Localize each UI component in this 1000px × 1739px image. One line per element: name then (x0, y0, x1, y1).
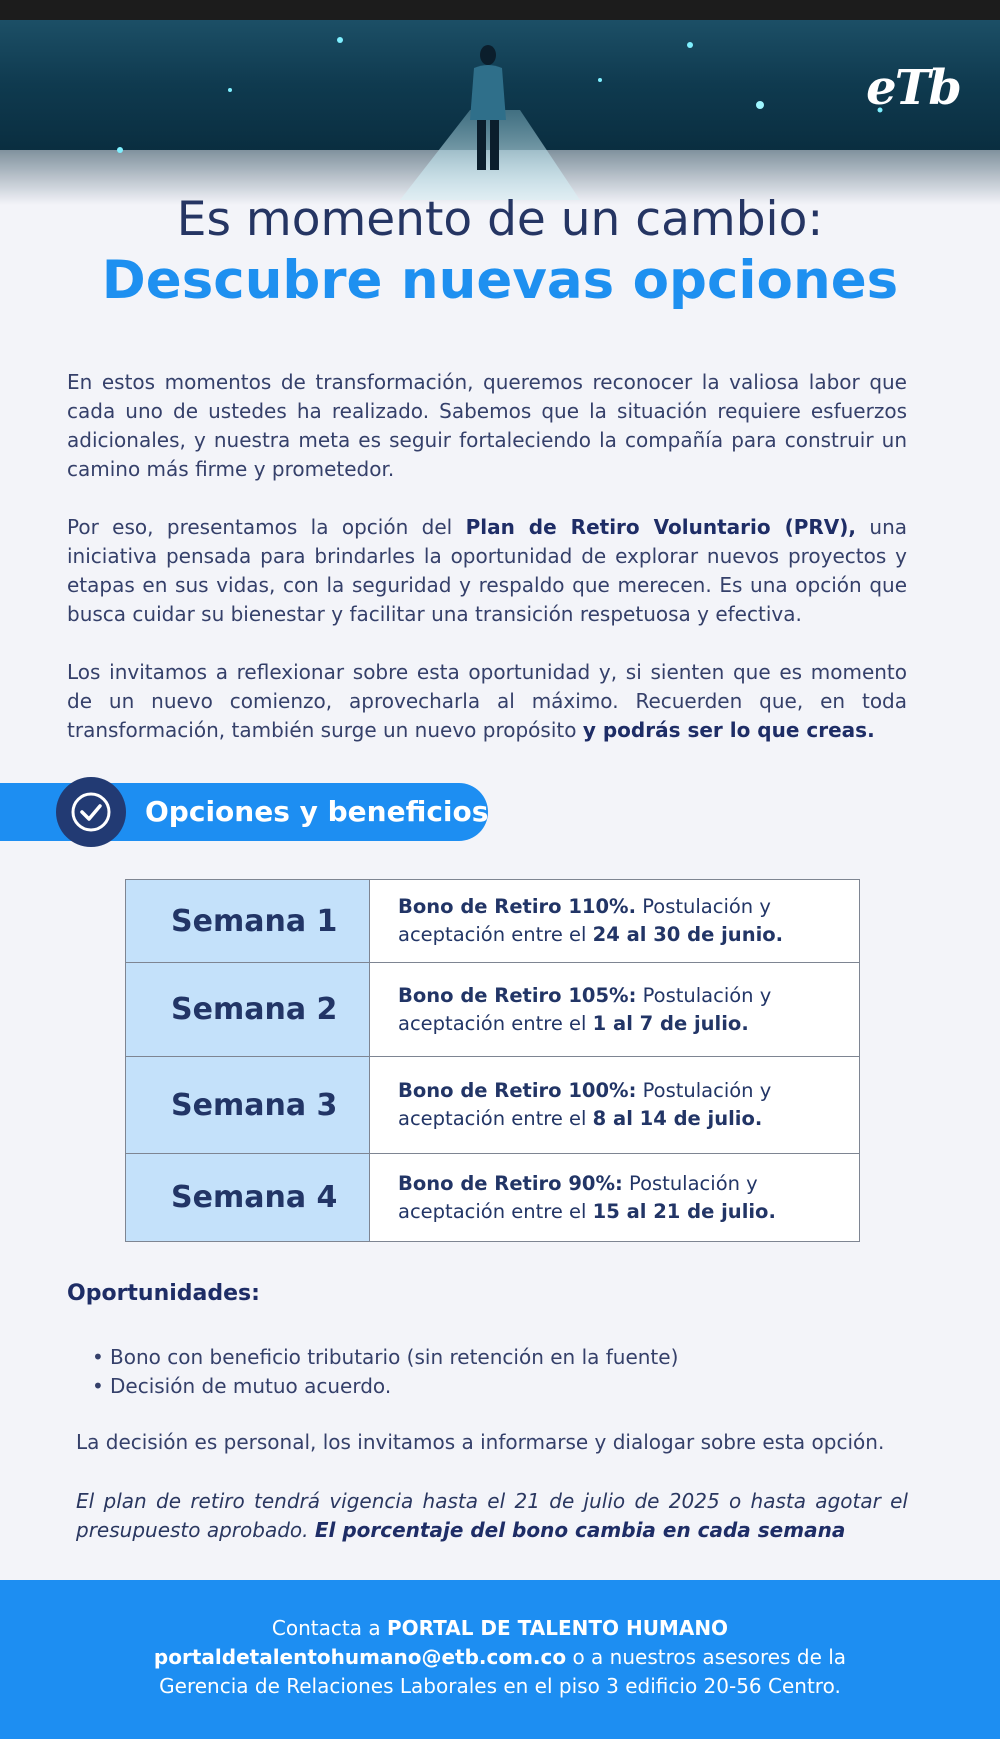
intro-p3-text: Los invitamos a reflexionar sobre esta oportunidad y, si sienten que es momento de un nuevo comienzo, aprovecharla al máximo. Recuerden que, en toda transformación, también surge un nuevo propósito (67, 660, 907, 742)
bono-label: Bono de Retiro 110%. (398, 895, 636, 918)
bono-text: Postulación y aceptación entre el (398, 895, 771, 946)
intro-paragraph-2 (67, 513, 907, 629)
footer-line2-text: o a nuestros asesores de la (566, 1645, 847, 1669)
headline-line2: Descubre nuevas opciones (101, 250, 899, 311)
headline-line1: Es momento de un cambio: (176, 192, 824, 247)
week-description (370, 963, 860, 1057)
intro-p2-text-b: una iniciativa pensada para brindarles la oportunidad de explorar nuevos proyectos y etapas en sus vidas, con la seguridad y respaldo que merecen. Es una opción que busca cuidar su bienestar y facilitar una transición respetuosa y efectiva. (67, 515, 907, 626)
intro-p2-text-a: Por eso, presentamos la opción del (67, 515, 466, 539)
slogan-highlight: y podrás ser lo que creas. (582, 718, 875, 742)
week-label: Semana 2 (126, 963, 370, 1057)
bono-label: Bono de Retiro 90%: (398, 1171, 623, 1195)
validity-highlight: El porcentaje del bono cambia en cada semana (314, 1518, 846, 1542)
check-circle-icon (56, 777, 126, 847)
bono-text: Postulación y aceptación entre el (398, 1171, 758, 1223)
week-description (370, 1154, 860, 1242)
list-item: • Decisión de mutuo acuerdo. (110, 1372, 678, 1401)
opportunities-list (110, 1343, 678, 1401)
bono-dates: 24 al 30 de junio. (592, 923, 784, 946)
bono-dates: 8 al 14 de julio. (592, 1107, 763, 1130)
week-description (370, 880, 860, 963)
footer-line-1 (0, 1614, 1000, 1643)
hero-illustration (0, 20, 1000, 205)
intro-paragraph-3 (67, 658, 907, 745)
hero-banner (0, 20, 1000, 205)
week-label: Semana 1 (126, 880, 370, 963)
prv-highlight: Plan de Retiro Voluntario (PRV), (465, 515, 857, 539)
table-row (126, 1154, 860, 1242)
portal-name: PORTAL DE TALENTO HUMANO (386, 1616, 729, 1640)
validity-text: El plan de retiro tendrá vigencia hasta el 21 de julio de 2025 o hasta agotar el presupuesto aprobado. (76, 1489, 908, 1542)
table-row (126, 963, 860, 1057)
bonus-schedule-table (125, 879, 860, 1242)
bono-dates: 15 al 21 de julio. (592, 1199, 776, 1223)
bono-text: Postulación y aceptación entre el (398, 983, 772, 1035)
section-title: Opciones y beneficios (145, 795, 489, 828)
footer-line-2 (0, 1643, 1000, 1672)
validity-note (76, 1487, 908, 1545)
top-bar (0, 0, 1000, 20)
table-row (126, 1057, 860, 1154)
footer-prefix: Contacta a (271, 1616, 387, 1640)
bono-text: Postulación y aceptación entre el (398, 1079, 772, 1130)
footer-line-3: Gerencia de Relaciones Laborales en el piso 3 edificio 20-56 Centro. (159, 1674, 841, 1698)
week-description (370, 1057, 860, 1154)
week-label: Semana 3 (126, 1057, 370, 1154)
etb-logo: eTb (866, 60, 960, 116)
list-item: • Bono con beneficio tributario (sin retención en la fuente) (110, 1343, 678, 1372)
bono-label: Bono de Retiro 105%: (398, 983, 637, 1007)
decision-note: La decisión es personal, los invitamos a informarse y dialogar sobre esta opción. (76, 1430, 885, 1454)
bono-label: Bono de Retiro 100%: (398, 1079, 637, 1102)
week-label: Semana 4 (126, 1154, 370, 1242)
contact-email-link[interactable]: portaldetalentohumano@etb.com.co (153, 1645, 567, 1669)
opportunities-heading: Oportunidades: (67, 1281, 260, 1306)
contact-footer (0, 1580, 1000, 1739)
table-row (126, 880, 860, 963)
intro-p1-text: En estos momentos de transformación, queremos reconocer la valiosa labor que cada uno de ustedes ha realizado. Sabemos que la situación requiere esfuerzos adicionales, y nuestra meta es seguir fortaleciendo la compañía para construir un camino más firme y prometedor. (67, 370, 907, 481)
intro-paragraph-1 (67, 368, 907, 484)
bono-dates: 1 al 7 de julio. (592, 1011, 749, 1035)
